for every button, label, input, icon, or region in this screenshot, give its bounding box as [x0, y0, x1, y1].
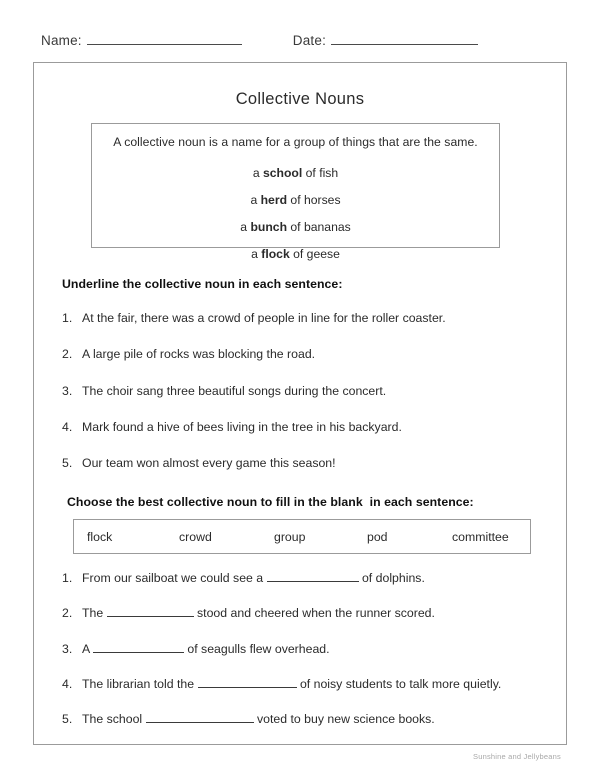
question-text-after: of dolphins. [358, 571, 425, 585]
worksheet-frame [33, 62, 567, 745]
question-text: Mark found a hive of bees living in the tree in his backyard. [82, 419, 402, 434]
example-suffix: of horses [287, 193, 341, 207]
definition-text: A collective noun is a name for a group of things that are the same. [113, 135, 478, 149]
question-text-before: The school [82, 712, 146, 726]
answer-blank[interactable] [146, 712, 254, 723]
question-text-after: of noisy students to talk more quietly. [296, 676, 502, 691]
list-item[interactable] [62, 571, 542, 586]
word-bank-item[interactable]: flock [87, 529, 113, 544]
footer-credit: Sunshine and Jellybeans [473, 752, 561, 761]
example-suffix: of geese [289, 247, 340, 261]
section-heading-underline: Underline the collective noun in each sentence: [62, 277, 343, 291]
underline-question-list [62, 311, 542, 492]
list-item [92, 166, 499, 180]
question-text: The choir sang three beautiful songs during the concert. [82, 383, 387, 398]
question-number: 4. [62, 419, 73, 434]
word-bank-item[interactable]: group [274, 529, 306, 544]
date-field [293, 33, 478, 48]
word-bank-item[interactable]: pod [367, 529, 388, 544]
question-text-after: stood and cheered when the runner scored. [193, 606, 435, 621]
example-suffix: of bananas [287, 220, 351, 234]
fill-blank-question-list [62, 571, 542, 747]
list-item[interactable] [62, 420, 542, 435]
example-suffix: of fish [302, 166, 339, 180]
list-item[interactable] [62, 311, 542, 326]
question-number: 3. [62, 641, 73, 656]
example-noun: school [262, 166, 303, 180]
list-item[interactable] [62, 606, 542, 621]
name-date-header [0, 33, 600, 57]
word-bank-item[interactable]: committee [452, 529, 509, 544]
question-text-before: The librarian told the [82, 676, 198, 691]
question-number: 5. [62, 456, 73, 470]
example-prefix: a [240, 220, 251, 234]
question-number: 2. [62, 347, 73, 362]
answer-blank[interactable] [93, 642, 184, 653]
name-field [41, 33, 242, 48]
list-item[interactable] [62, 677, 542, 692]
example-list [92, 166, 499, 261]
example-noun: bunch [250, 220, 288, 234]
list-item [92, 220, 499, 234]
date-label: Date: [292, 33, 327, 48]
question-text-after: voted to buy new science books. [253, 712, 435, 726]
answer-blank[interactable] [267, 571, 359, 582]
list-item[interactable] [62, 642, 542, 657]
name-label: Name: [41, 33, 82, 48]
question-text-before: A [82, 641, 93, 656]
question-text: Our team won almost every game this season! [82, 456, 336, 470]
name-write-line[interactable] [87, 33, 242, 45]
page-title: Collective Nouns [235, 90, 365, 108]
date-write-line[interactable] [331, 33, 478, 45]
example-prefix: a [252, 166, 263, 180]
question-text: A large pile of rocks was blocking the road. [82, 347, 316, 362]
question-number: 2. [62, 606, 73, 621]
answer-blank[interactable] [198, 677, 297, 688]
question-text-before: The [82, 606, 107, 621]
word-bank-box [73, 519, 531, 554]
question-text: At the fair, there was a crowd of people in line for the roller coaster. [82, 311, 446, 325]
definition-box [91, 123, 500, 261]
list-item[interactable] [62, 347, 542, 362]
question-number: 4. [62, 676, 73, 691]
list-item[interactable] [62, 384, 542, 399]
question-number: 1. [62, 311, 73, 325]
list-item [92, 193, 499, 207]
word-bank-item[interactable]: crowd [179, 529, 212, 544]
list-item[interactable] [62, 456, 542, 471]
example-prefix: a [251, 247, 262, 261]
question-text-after: of seagulls flew overhead. [183, 641, 330, 656]
example-prefix: a [250, 193, 261, 207]
list-item[interactable] [62, 712, 542, 727]
answer-blank[interactable] [107, 606, 194, 617]
question-number: 1. [62, 571, 73, 585]
question-number: 3. [62, 383, 73, 398]
question-number: 5. [62, 712, 73, 726]
question-text-before: From our sailboat we could see a [82, 571, 267, 585]
list-item [92, 247, 499, 261]
example-noun: herd [260, 193, 288, 207]
example-noun: flock [261, 247, 290, 261]
section-heading-choose: Choose the best collective noun to fill in the blank in each sentence: [67, 495, 474, 509]
